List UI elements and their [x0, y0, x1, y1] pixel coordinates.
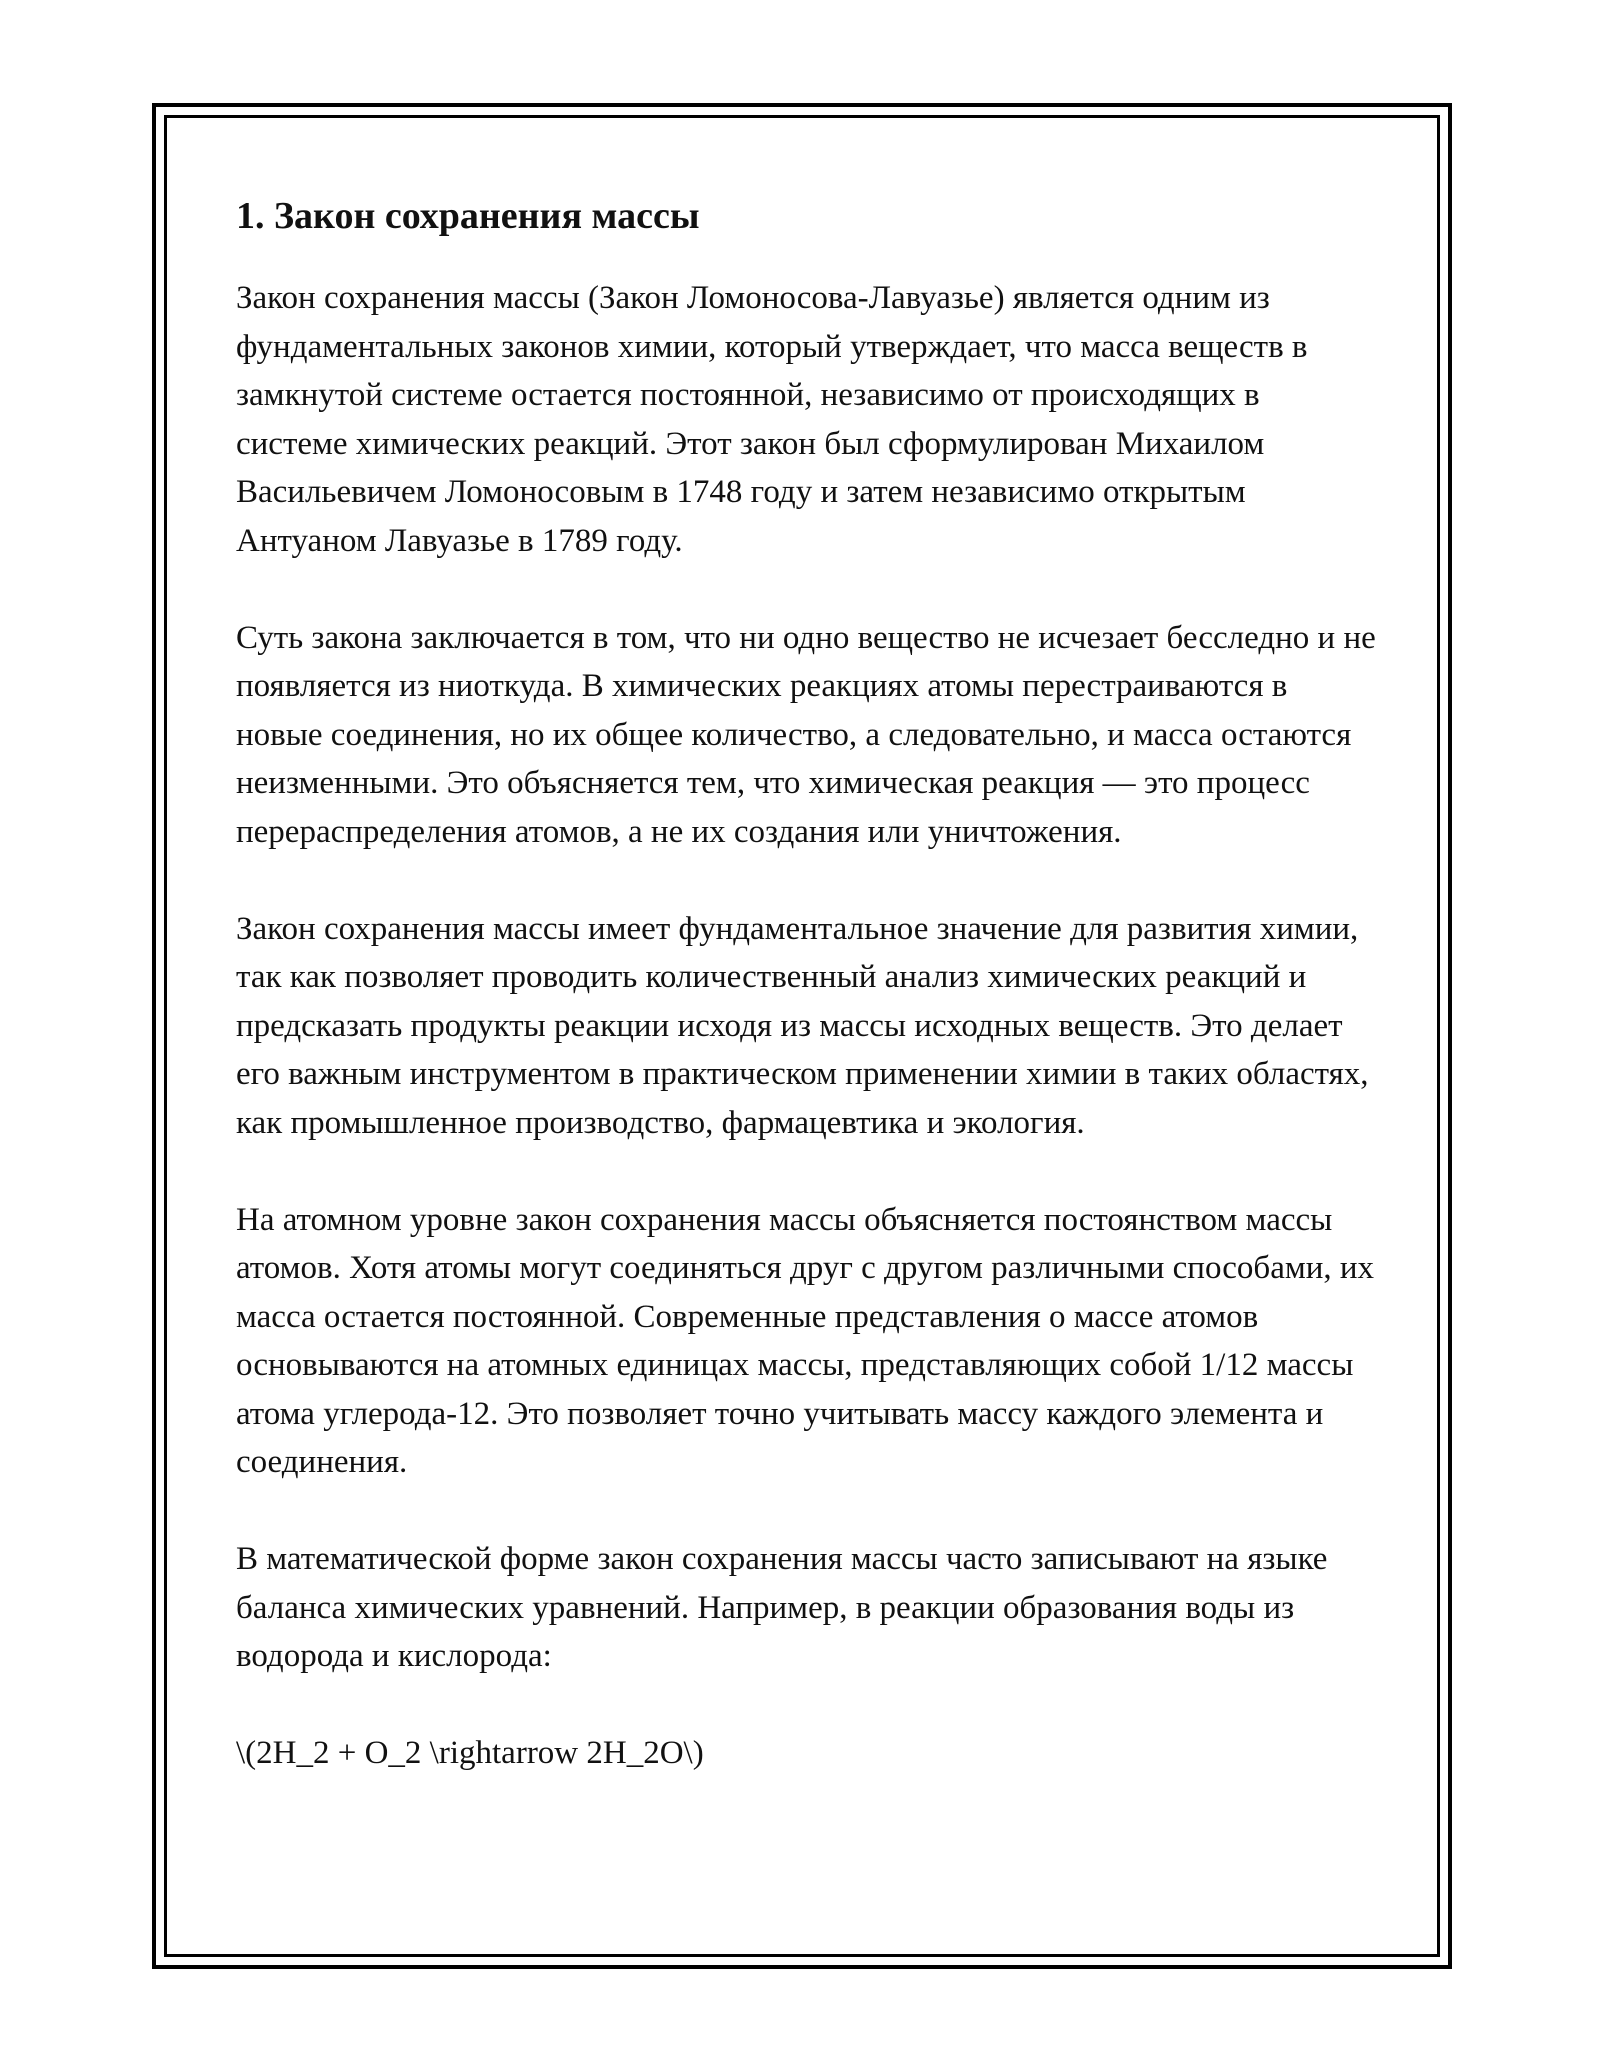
paragraph-1: Закон сохранения массы (Закон Ломоносова-Лавуазье) является одним из фундаментальных законов химии, который утверждает, что масса веществ в замкнутой системе остается постоянной, независимо от происходящих в системе химических реакций. Этот закон был сформулирован Михаилом Васильевичем Ломоносовым в 1748 году и затем независимо открытым Антуаном Лавуазье в 1789 году.: [236, 280, 1308, 559]
paragraph-4: На атомном уровне закон сохранения массы объясняется постоянством массы атомов. Хотя атомы могут соединяться друг с другом различными способами, их масса остается постоянной. Современные представления о массе атомов основываются на атомных единицах массы, представляющих собой 1/12 массы атома углерода-12. Это позволяет точно учитывать массу каждого элемента и соединения.: [236, 1201, 1375, 1480]
paragraph-5: В математической форме закон сохранения массы часто записывают на языке баланса химических уравнений. Например, в реакции образования воды из водорода и кислорода:: [236, 1541, 1328, 1674]
paragraph-2: Суть закона заключается в том, что ни одно вещество не исчезает бесследно и не появляется из ниоткуда. В химических реакциях атомы перестраиваются в новые соединения, но их общее количество, а следовательно, и масса остаются неизменными. Это объясняется тем, что химическая реакция — это процесс перераспределения атомов, а не их создания или уничтожения.: [236, 619, 1376, 850]
paragraph-3: Закон сохранения массы имеет фундаментальное значение для развития химии, так как позволяет проводить количественный анализ химических реакций и предсказать продукты реакции исходя из массы исходных веществ. Это делает его важным инструментом в практическом применении химии в таких областях, как промышленное производство, фармацевтика и экология.: [236, 910, 1369, 1141]
chemical-formula: \(2H_2 + O_2 \rightarrow 2H_2O\): [236, 1735, 704, 1771]
section-heading: 1. Закон сохранения массы: [236, 195, 700, 237]
document-body: [236, 188, 1376, 1826]
